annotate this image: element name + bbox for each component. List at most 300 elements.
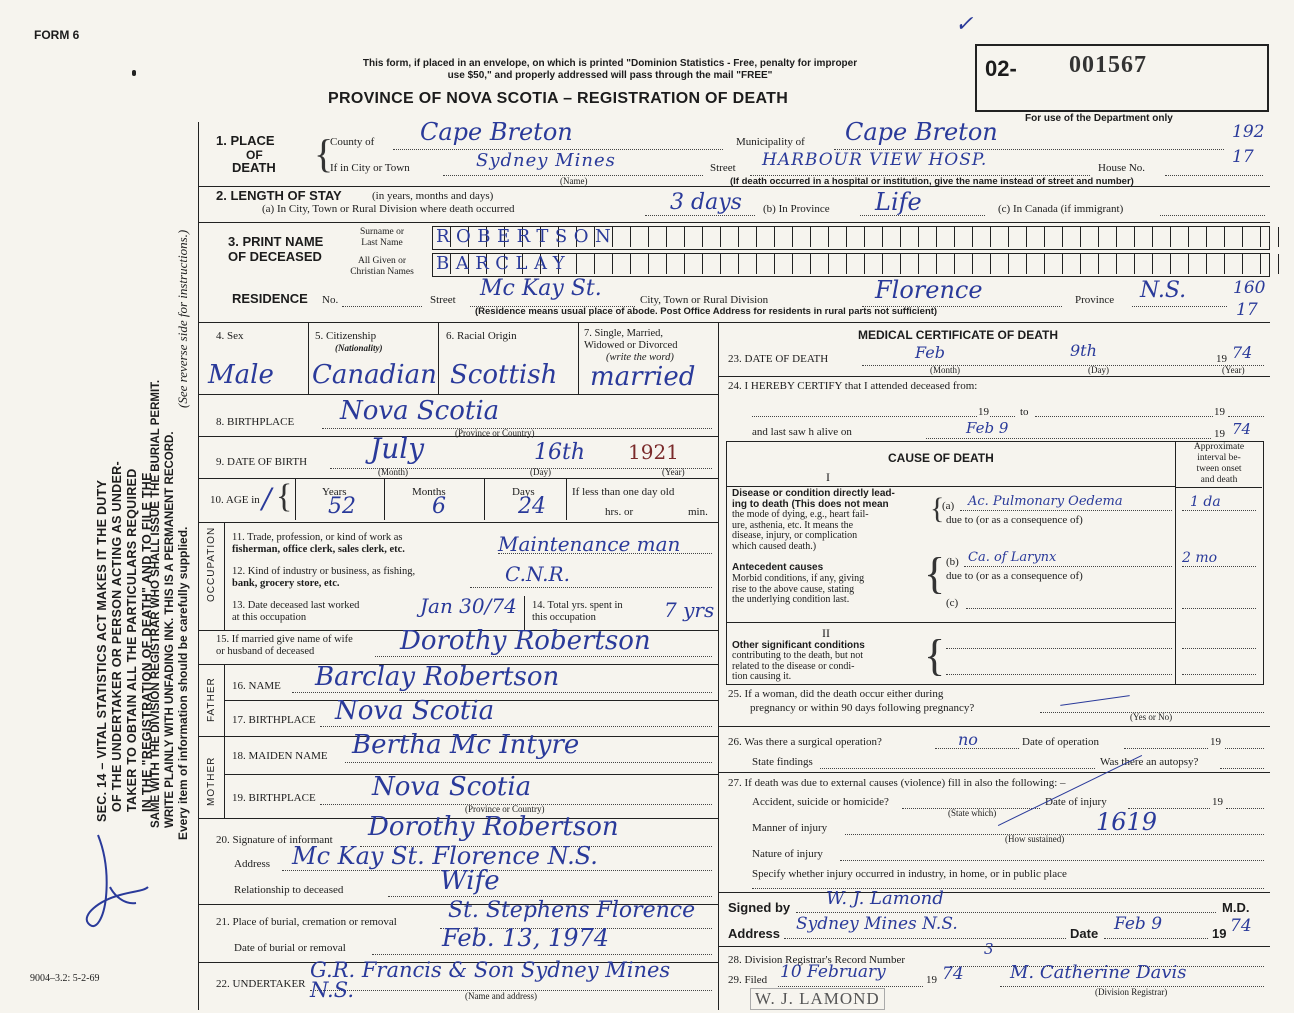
- father-side-label: FATHER: [206, 677, 217, 722]
- name-heading: 3. PRINT NAME: [228, 234, 324, 249]
- age-years: 52: [328, 494, 356, 519]
- year-prefix: 19: [1212, 926, 1227, 941]
- municipality-label: Municipality of: [736, 136, 805, 148]
- label-line: the underlying condition last.: [732, 594, 850, 605]
- direct-label: [732, 488, 895, 510]
- last-saw-year: 74: [1232, 420, 1252, 438]
- handwritten-initial-mark: [78, 825, 153, 940]
- citizenship-sub: (Nationality): [335, 343, 383, 353]
- label-line: (write the word): [606, 352, 674, 363]
- roman-numeral: I: [826, 470, 830, 484]
- burial-date: Feb. 13, 1974: [442, 924, 610, 952]
- reg-number: 001567: [1069, 52, 1147, 78]
- other-label: Other significant conditions: [732, 640, 865, 651]
- caption: (Division Registrar): [1095, 987, 1168, 997]
- year-prefix: 19: [1210, 736, 1221, 748]
- year-prefix: 19: [978, 406, 989, 418]
- hospital-note: (If death occurred in a hospital or institution, give the name instead of street and number): [730, 176, 1134, 187]
- dod-day: 9th: [1070, 341, 1097, 360]
- line: [1182, 648, 1256, 649]
- divider: [718, 772, 1270, 773]
- caption: (Name and address): [465, 991, 537, 1001]
- stay-a-label: (a) In City, Town or Rural Division where death occurred: [262, 203, 515, 215]
- dept-code: 192: [1232, 122, 1265, 142]
- label-line: Approximate: [1193, 442, 1245, 452]
- dash-mark: [1060, 695, 1129, 706]
- burial-place: St. Stephens Florence: [448, 898, 696, 923]
- mother-birthplace-label: 19. BIRTHPLACE: [232, 792, 316, 804]
- trade-label: [232, 532, 405, 556]
- postal-notice-2: use $50," and properly addressed will pass through the mail "FREE": [447, 70, 773, 81]
- divider: [726, 486, 1176, 487]
- mother-maiden-label: 18. MAIDEN NAME: [232, 750, 328, 762]
- postal-notice-1: This form, if placed in an envelope, on which is printed "Dominion Statistics - Free, penalty for improper: [362, 58, 858, 69]
- due-to-label: due to (or as a consequence of): [946, 570, 1083, 582]
- age-bracket-mark: /: [262, 482, 272, 515]
- line: [388, 896, 712, 897]
- cell-divider: [384, 478, 385, 520]
- spouse-label: [216, 634, 353, 658]
- surname-label: [334, 227, 430, 249]
- caption: (Day): [1088, 365, 1109, 375]
- date-year: 74: [1230, 916, 1252, 936]
- label-line: ure, asthenia, etc. It means the: [732, 519, 854, 531]
- label-line: ing to death (This does not mean: [732, 499, 889, 510]
- age-months: 6: [432, 494, 446, 519]
- q26-value: no: [958, 730, 978, 749]
- label-line: this occupation: [532, 612, 596, 623]
- min-label: min.: [688, 506, 708, 518]
- year-prefix: 19: [1216, 353, 1227, 365]
- divider: [198, 322, 1270, 323]
- line: [946, 674, 1172, 675]
- label-line: which caused death.): [732, 540, 817, 552]
- registration-number-box: [975, 44, 1269, 112]
- label-line: 15. If married give name of wife: [216, 634, 353, 645]
- year-prefix: 19: [1214, 406, 1225, 418]
- mother-side-label: MOTHER: [206, 756, 217, 806]
- q25-label: pregnancy or within 90 days following pregnancy?: [750, 702, 975, 714]
- label-line: contributing to the death, but not: [732, 650, 864, 661]
- cause-b-mark: (b): [946, 556, 959, 568]
- line: [372, 954, 712, 955]
- burial-date-label: Date of burial or removal: [234, 942, 346, 954]
- sex-value: Male: [208, 360, 274, 390]
- caption: (State which): [948, 808, 997, 818]
- dept-use-caption: For use of the Department only: [1025, 113, 1173, 124]
- residence-province-value: N.S.: [1140, 278, 1187, 303]
- label-line: Widowed or Divorced: [584, 340, 678, 351]
- dob-month: July: [370, 432, 425, 465]
- line: [840, 860, 1264, 861]
- divider: [718, 946, 1270, 947]
- medical-heading: MEDICAL CERTIFICATE OF DEATH: [858, 328, 1058, 342]
- stay-heading: 2. LENGTH OF STAY: [216, 188, 342, 203]
- caption: (Yes or No): [1130, 712, 1173, 722]
- occupation-side-label: OCCUPATION: [206, 526, 217, 602]
- cell-divider: [224, 522, 225, 630]
- reg-prefix: 02-: [985, 56, 1017, 81]
- line: [990, 416, 1015, 417]
- residence-note: (Residence means usual place of abode. Post Office Address for residents in rural parts not sufficient): [475, 306, 938, 317]
- dob-day: 16th: [534, 440, 586, 465]
- year-prefix: 19: [926, 974, 937, 986]
- industry-label: [232, 566, 415, 590]
- city-label: If in City or Town: [330, 162, 410, 174]
- cause-c-mark: (c): [946, 597, 959, 609]
- date-value: Feb 9: [1114, 914, 1163, 934]
- label-line: fisherman, office clerk, sales clerk, etc.: [232, 544, 405, 555]
- stay-a-value: 3 days: [670, 190, 742, 215]
- page-title: PROVINCE OF NOVA SCOTIA – REGISTRATION OF DEATH: [328, 90, 789, 107]
- state-findings-label: State findings: [752, 756, 813, 768]
- line: [778, 986, 923, 987]
- relationship-value: Wife: [440, 866, 500, 896]
- divider: [198, 394, 718, 395]
- line: [1035, 416, 1213, 417]
- line: [1228, 416, 1264, 417]
- registrar-signature: M. Catherine Davis: [1010, 962, 1187, 983]
- father-birthplace-label: 17. BIRTHPLACE: [232, 714, 316, 726]
- cell-divider: [295, 478, 296, 520]
- county-value: Cape Breton: [420, 118, 573, 146]
- line: [1104, 938, 1208, 939]
- father-name-label: 16. NAME: [232, 680, 281, 692]
- other-detail: [732, 651, 863, 683]
- side-text-line: SAME WITH THE DIVISION REGISTRAR WHO SHALL ISSUE THE BURIAL PERMIT.: [150, 379, 162, 828]
- label-line: Surname or: [359, 227, 405, 237]
- divider: [1176, 487, 1262, 488]
- caption: (Province or Country): [455, 428, 535, 438]
- label-line: tion causing it.: [732, 671, 792, 682]
- line: [320, 726, 712, 727]
- cell-divider: [308, 322, 309, 394]
- cause-a-value: Ac. Pulmonary Oedema: [968, 494, 1123, 509]
- line: [345, 762, 712, 763]
- months-label: Months: [412, 486, 446, 498]
- line: [966, 608, 1172, 609]
- line: [862, 365, 1264, 366]
- undertaker-value: G.R. Francis & Son Sydney Mines N.S.: [310, 958, 671, 1002]
- hrs-label: hrs. or: [605, 506, 634, 518]
- label-line: 13. Date deceased last worked: [232, 600, 360, 611]
- dept-code: 160: [1233, 278, 1266, 298]
- label-line: 11. Trade, profession, or kind of work as: [232, 532, 403, 543]
- label-line: Disease or condition directly lead-: [732, 488, 895, 499]
- to-label: to: [1020, 406, 1029, 418]
- stay-b-value: Life: [875, 188, 922, 216]
- line: [960, 510, 1172, 511]
- residence-street-label: Street: [430, 294, 456, 306]
- county-label: County of: [330, 136, 375, 148]
- divider: [718, 376, 1270, 377]
- caption: (Year): [662, 467, 685, 477]
- label-line: 12. Kind of industry or business, as fishing,: [232, 566, 416, 577]
- father-birthplace-value: Nova Scotia: [335, 696, 495, 726]
- antecedent-label: Antecedent causes: [732, 562, 824, 573]
- q26-label: 26. Was there a surgical operation?: [728, 736, 882, 748]
- label-line: Last Name: [361, 238, 403, 248]
- label-line: tween onset: [1196, 464, 1242, 474]
- side-text-line: OF THE UNDERTAKER OR PERSON ACTING AS UNDER-: [110, 461, 124, 812]
- dod-year: 74: [1232, 343, 1253, 362]
- brace: {: [314, 131, 334, 176]
- line: [1182, 608, 1256, 609]
- accident-label: Accident, suicide or homicide?: [752, 796, 889, 808]
- citizenship-value: Canadian: [312, 360, 437, 390]
- label-line: at this occupation: [232, 612, 307, 623]
- divider: [198, 522, 718, 523]
- caption: (Day): [530, 467, 551, 477]
- informant-address-label: Address: [234, 858, 271, 870]
- q27-label: 27. If death was due to external causes (violence) fill in also the following: –: [728, 777, 1066, 789]
- street-label: Street: [710, 162, 736, 174]
- marital-value: married: [590, 362, 696, 392]
- place-heading: DEATH: [232, 160, 276, 175]
- residence-city-value: Florence: [875, 276, 983, 304]
- dod-label: 23. DATE OF DEATH: [728, 353, 829, 365]
- cause-b-value: Ca. of Larynx: [968, 550, 1057, 565]
- caption: (Month): [930, 365, 960, 375]
- line: [1160, 215, 1265, 216]
- divider: [198, 436, 718, 437]
- racial-value: Scottish: [450, 360, 558, 390]
- filed-date: 10 February: [780, 962, 886, 982]
- caption: (Year): [1222, 365, 1245, 375]
- filed-year: 74: [942, 964, 964, 984]
- spouse-value: Dorothy Robertson: [400, 626, 651, 656]
- manner-code: 1619: [1096, 808, 1158, 836]
- label-line: and death: [1200, 475, 1238, 485]
- days-label: Days: [512, 486, 535, 498]
- line: [964, 566, 1172, 567]
- interval-a-value: 1 da: [1190, 494, 1221, 510]
- caption: (Month): [378, 467, 408, 477]
- filed-label: 29. Filed: [728, 974, 768, 986]
- line: [1132, 306, 1227, 307]
- brace: {: [924, 549, 946, 598]
- signed-label: Signed by: [728, 900, 791, 915]
- record-value: 3: [984, 940, 994, 958]
- divider: [718, 726, 1270, 727]
- street-value: HARBOUR VIEW HOSP.: [762, 150, 988, 170]
- house-line: [1165, 175, 1263, 176]
- line: [1225, 748, 1264, 749]
- label-line: Christian Names: [350, 267, 414, 277]
- cell-divider: [524, 596, 525, 630]
- injury-date-label: Date of injury: [1045, 796, 1107, 808]
- years-label: Years: [322, 486, 347, 498]
- side-text-line: (See reverse side for instructions.): [175, 229, 190, 408]
- stay-c-label: (c) In Canada (if immigrant): [998, 203, 1124, 215]
- record-label: 28. Division Registrar's Record Number: [728, 954, 906, 966]
- label-line: 7. Single, Married,: [584, 328, 664, 339]
- address-value: Sydney Mines N.S.: [796, 914, 958, 934]
- informant-signature: Dorothy Robertson: [368, 812, 619, 842]
- line: [1124, 748, 1208, 749]
- total-years-label: [532, 600, 623, 624]
- last-worked-label: [232, 600, 359, 624]
- antecedent-detail: [732, 574, 864, 606]
- label-line: related to the disease or condi-: [732, 660, 855, 672]
- line: [292, 692, 712, 693]
- label-line: bank, grocery store, etc.: [232, 578, 340, 589]
- citizenship-label: 5. Citizenship: [315, 330, 377, 342]
- label-line: 14. Total yrs. spent in: [532, 600, 623, 611]
- dod-month: Feb: [915, 343, 945, 362]
- side-text-line: WRITE PLAINLY WITH UNFADING INK. THIS IS A PERMANENT RECORD.: [164, 431, 176, 828]
- year-prefix: 19: [1212, 796, 1223, 808]
- cause-a-mark: (a): [942, 500, 955, 512]
- mother-maiden-value: Bertha Mc Intyre: [352, 730, 580, 760]
- roman-numeral: II: [822, 626, 830, 640]
- residence-no-label: No.: [322, 294, 339, 306]
- surname-value: ROBERTSON: [436, 226, 618, 247]
- caption: (Province or Country): [465, 804, 545, 814]
- burial-place-label: 21. Place of burial, cremation or removal: [216, 916, 397, 928]
- line: [820, 768, 1095, 769]
- residence-heading: RESIDENCE: [232, 291, 308, 306]
- line: [1182, 674, 1256, 675]
- divider: [718, 892, 1270, 893]
- total-years-value: 7 yrs: [664, 598, 715, 622]
- interval-label: [1178, 442, 1260, 486]
- last-saw-label: and last saw h alive on: [752, 426, 852, 438]
- age-label: 10. AGE in: [210, 494, 260, 506]
- given-label: [334, 256, 430, 278]
- column-divider: [718, 322, 719, 1010]
- given-value: BARCLAY: [436, 253, 572, 274]
- dept-code: 17: [1232, 147, 1254, 167]
- residence-province-label: Province: [1075, 294, 1115, 306]
- op-date-label: Date of operation: [1022, 736, 1099, 748]
- divider: [198, 222, 1270, 223]
- label-line: Morbid conditions, if any, giving: [732, 573, 865, 584]
- stay-b-label: (b) In Province: [763, 203, 830, 215]
- brace: {: [276, 478, 293, 515]
- residence-street-value: Mc Kay St.: [480, 276, 602, 301]
- label-line: interval be-: [1197, 453, 1241, 463]
- line: [645, 215, 755, 216]
- line: [1182, 510, 1256, 511]
- line: [1226, 808, 1264, 809]
- cause-heading: CAUSE OF DEATH: [888, 451, 994, 465]
- form-code: 9004–3.2: 5-2-69: [30, 973, 100, 984]
- brace: {: [924, 631, 946, 680]
- cell-divider: [438, 322, 439, 394]
- line: [342, 306, 422, 307]
- line: [926, 438, 1211, 439]
- side-text-line: Every item of information should be carefully supplied.: [176, 526, 190, 840]
- line: [784, 938, 1066, 939]
- md-label: M.D.: [1222, 900, 1250, 915]
- last-saw-date: Feb 9: [966, 419, 1009, 437]
- line: [946, 648, 1172, 649]
- date-label: Date: [1070, 926, 1099, 941]
- cell-divider: [566, 478, 567, 520]
- brace: {: [930, 492, 945, 525]
- line: [1182, 566, 1256, 567]
- form-label: FORM 6: [34, 28, 80, 42]
- cell-divider: [578, 322, 579, 394]
- line: [752, 416, 977, 417]
- cell-divider: [224, 736, 225, 818]
- place-heading: 1. PLACE: [216, 133, 275, 148]
- less-day-label: If less than one day old: [572, 486, 675, 498]
- q25-label: 25. If a woman, did the death occur either during: [728, 688, 944, 700]
- racial-label: 6. Racial Origin: [446, 330, 517, 342]
- due-to-label: due to (or as a consequence of): [946, 514, 1083, 526]
- line: [1220, 768, 1264, 769]
- check-mark: ✓: [955, 12, 974, 37]
- address-label: Address: [728, 926, 781, 941]
- cell-divider: [1175, 441, 1176, 685]
- residence-city-label: City, Town or Rural Division: [640, 294, 769, 306]
- name-heading: OF DECEASED: [228, 249, 322, 264]
- stay-heading-sub: (in years, months and days): [372, 190, 494, 202]
- last-worked-value: Jan 30/74: [420, 594, 517, 618]
- undertaker-label: 22. UNDERTAKER: [216, 978, 306, 990]
- caption: (Name): [560, 176, 588, 186]
- year-prefix: 19: [1214, 428, 1225, 440]
- city-value: Sydney Mines: [476, 150, 616, 171]
- informant-address: Mc Kay St. Florence N.S.: [292, 842, 598, 870]
- municipality-value: Cape Breton: [845, 118, 998, 146]
- place-heading: OF: [246, 148, 263, 162]
- certify-label: 24. I HEREBY CERTIFY that I attended deceased from:: [728, 380, 978, 392]
- divider: [726, 622, 1176, 623]
- manner-label: Manner of injury: [752, 822, 828, 834]
- relationship-label: Relationship to deceased: [234, 884, 344, 896]
- father-name-value: Barclay Robertson: [315, 662, 560, 692]
- dob-year: 1921: [628, 440, 679, 464]
- autopsy-label: Was there an autopsy?: [1100, 756, 1199, 768]
- line: [470, 587, 712, 588]
- house-label: House No.: [1098, 162, 1146, 174]
- marital-label: [584, 328, 677, 364]
- birthplace-value: Nova Scotia: [340, 396, 500, 426]
- label-line: rise to the above cause, stating: [732, 583, 855, 595]
- line: [375, 656, 712, 657]
- label-line: disease, injury, or complication: [732, 530, 858, 541]
- dob-label: 9. DATE OF BIRTH: [216, 456, 308, 468]
- trade-value: Maintenance man: [498, 532, 681, 556]
- cell-divider: [484, 478, 485, 520]
- form-left-border: [198, 122, 199, 1010]
- direct-label-detail: [732, 510, 869, 552]
- stamp: W. J. LAMOND: [750, 988, 885, 1010]
- label-line: the mode of dying, e.g., heart fail-: [732, 509, 869, 520]
- label-line: All Given or: [357, 256, 407, 266]
- nature-label: Nature of injury: [752, 848, 823, 860]
- interval-b-value: 2 mo: [1182, 550, 1218, 566]
- side-text-line: IN THE "REGISTRATION OF DEATH" AND TO FILE THE: [140, 472, 154, 812]
- signed-value: W. J. Lamond: [826, 888, 944, 909]
- informant-sig-label: 20. Signature of informant: [216, 834, 333, 846]
- label-line: or husband of deceased: [216, 646, 315, 657]
- specify-label: Specify whether injury occurred in industry, in home, or in public place: [752, 868, 1067, 880]
- line: [796, 912, 1216, 913]
- sex-label: 4. Sex: [216, 330, 244, 342]
- industry-value: C.N.R.: [505, 562, 570, 586]
- punch-dot: [132, 70, 136, 76]
- caption: (How sustained): [1005, 834, 1065, 844]
- divider: [198, 186, 1270, 187]
- birthplace-label: 8. BIRTHPLACE: [216, 416, 295, 428]
- side-text-line: SEC. 14 – VITAL STATISTICS ACT MAKES IT THE DUTY: [95, 479, 109, 822]
- mother-birthplace-value: Nova Scotia: [372, 772, 532, 802]
- age-days: 24: [518, 494, 546, 519]
